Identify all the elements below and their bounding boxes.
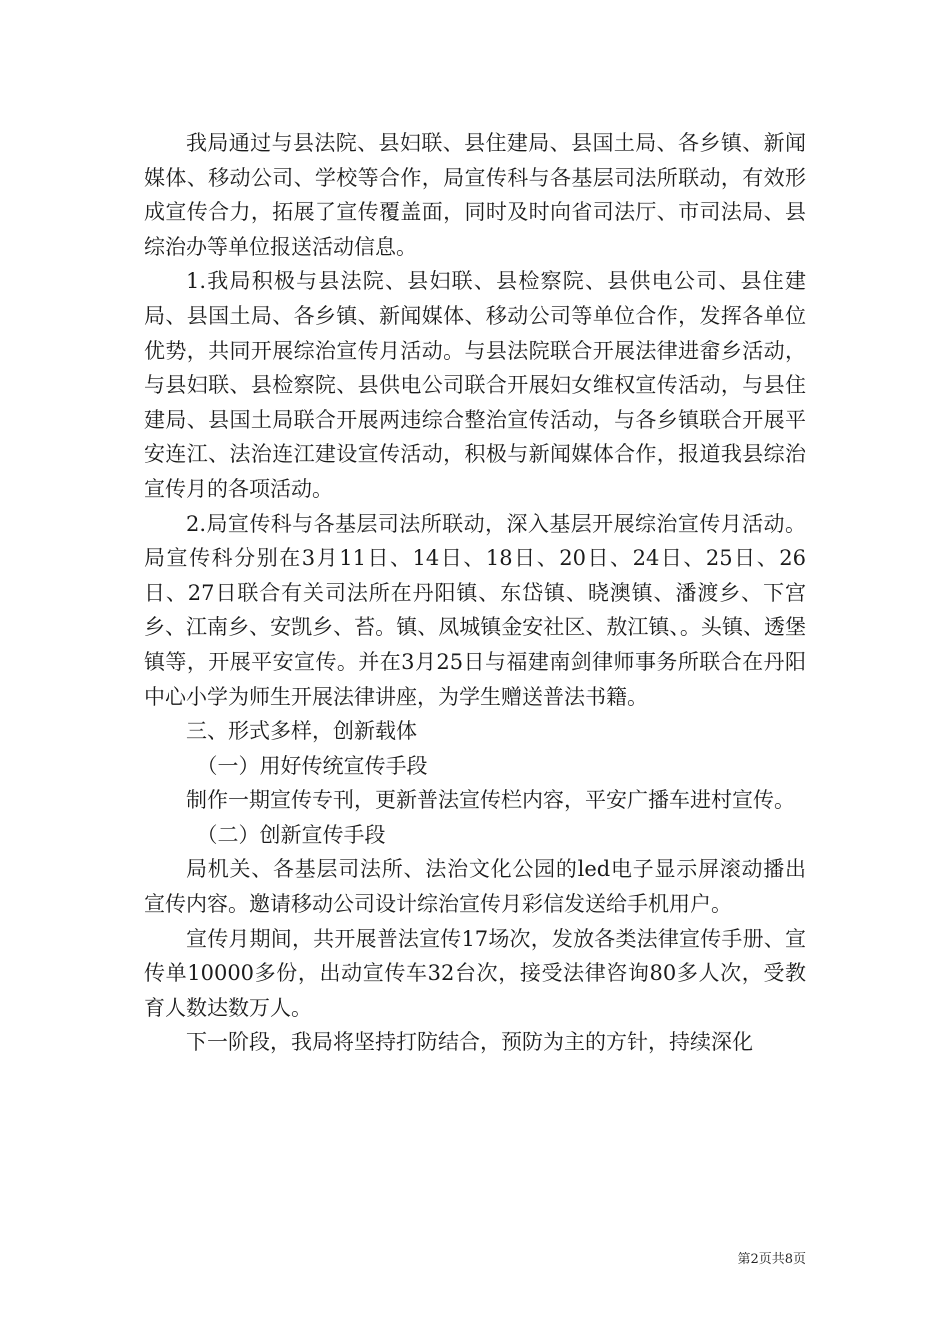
paragraph-item-1: 1.我局积极与县法院、县妇联、县检察院、县供电公司、县住建局、县国土局、各乡镇、新闻媒体、移动公司等单位合作，发挥各单位优势，共同开展综治宣传月活动。与县法院联合开展法律进畲乡活动，与县妇联、县检察院、县供电公司联合开展妇女维权宣传活动，与县住建局、县国土局联合开展两违综合整治宣传活动，与各乡镇联合开展平安连江、法治连江建设宣传活动，积极与新闻媒体合作，报道我县综治宣传月的各项活动。	[144, 269, 806, 501]
page-number: 第2页共8页	[737, 1252, 806, 1267]
subheading-innovation: （二）创新宣传手段	[196, 822, 386, 847]
section-heading-3: 三、形式多样，创新载体	[186, 719, 417, 744]
document-body	[144, 126, 806, 1060]
subheading-traditional: （一）用好传统宣传手段	[196, 753, 428, 778]
paragraph-cooperation: 我局通过与县法院、县妇联、县住建局、县国土局、各乡镇、新闻媒体、移动公司、学校等合作，局宣传科与各基层司法所联动，有效形成宣传合力，拓展了宣传覆盖面，同时及时向省司法厅、市司法局、县综治办等单位报送活动信息。	[144, 131, 806, 259]
paragraph-next-stage: 下一阶段，我局将坚持打防结合，预防为主的方针，持续深化	[186, 1030, 753, 1055]
paragraph-innovation: 局机关、各基层司法所、法治文化公园的led电子显示屏滚动播出宣传内容。邀请移动公司设计综治宣传月彩信发送给手机用户。	[144, 857, 806, 917]
paragraph-statistics: 宣传月期间，共开展普法宣传17场次，发放各类法律宣传手册、宣传单10000多份，出动宣传车32台次，接受法律咨询80多人次，受教育人数达数万人。	[144, 926, 806, 1020]
paragraph-item-2: 2.局宣传科与各基层司法所联动，深入基层开展综治宣传月活动。局宣传科分别在3月11日、14日、18日、20日、24日、25日、26日、27日联合有关司法所在丹阳镇、东岱镇、晓澳镇、潘渡乡、下宫乡、江南乡、安凯乡、苔。镇、凤城镇金安社区、敖江镇、。头镇、透堡镇等，开展平安宣传。并在3月25日与福建南剑律师事务所联合在丹阳中心小学为师生开展法律讲座，为学生赠送普法书籍。	[144, 511, 806, 709]
paragraph-traditional: 制作一期宣传专刊，更新普法宣传栏内容，平安广播车进村宣传。	[186, 788, 795, 813]
